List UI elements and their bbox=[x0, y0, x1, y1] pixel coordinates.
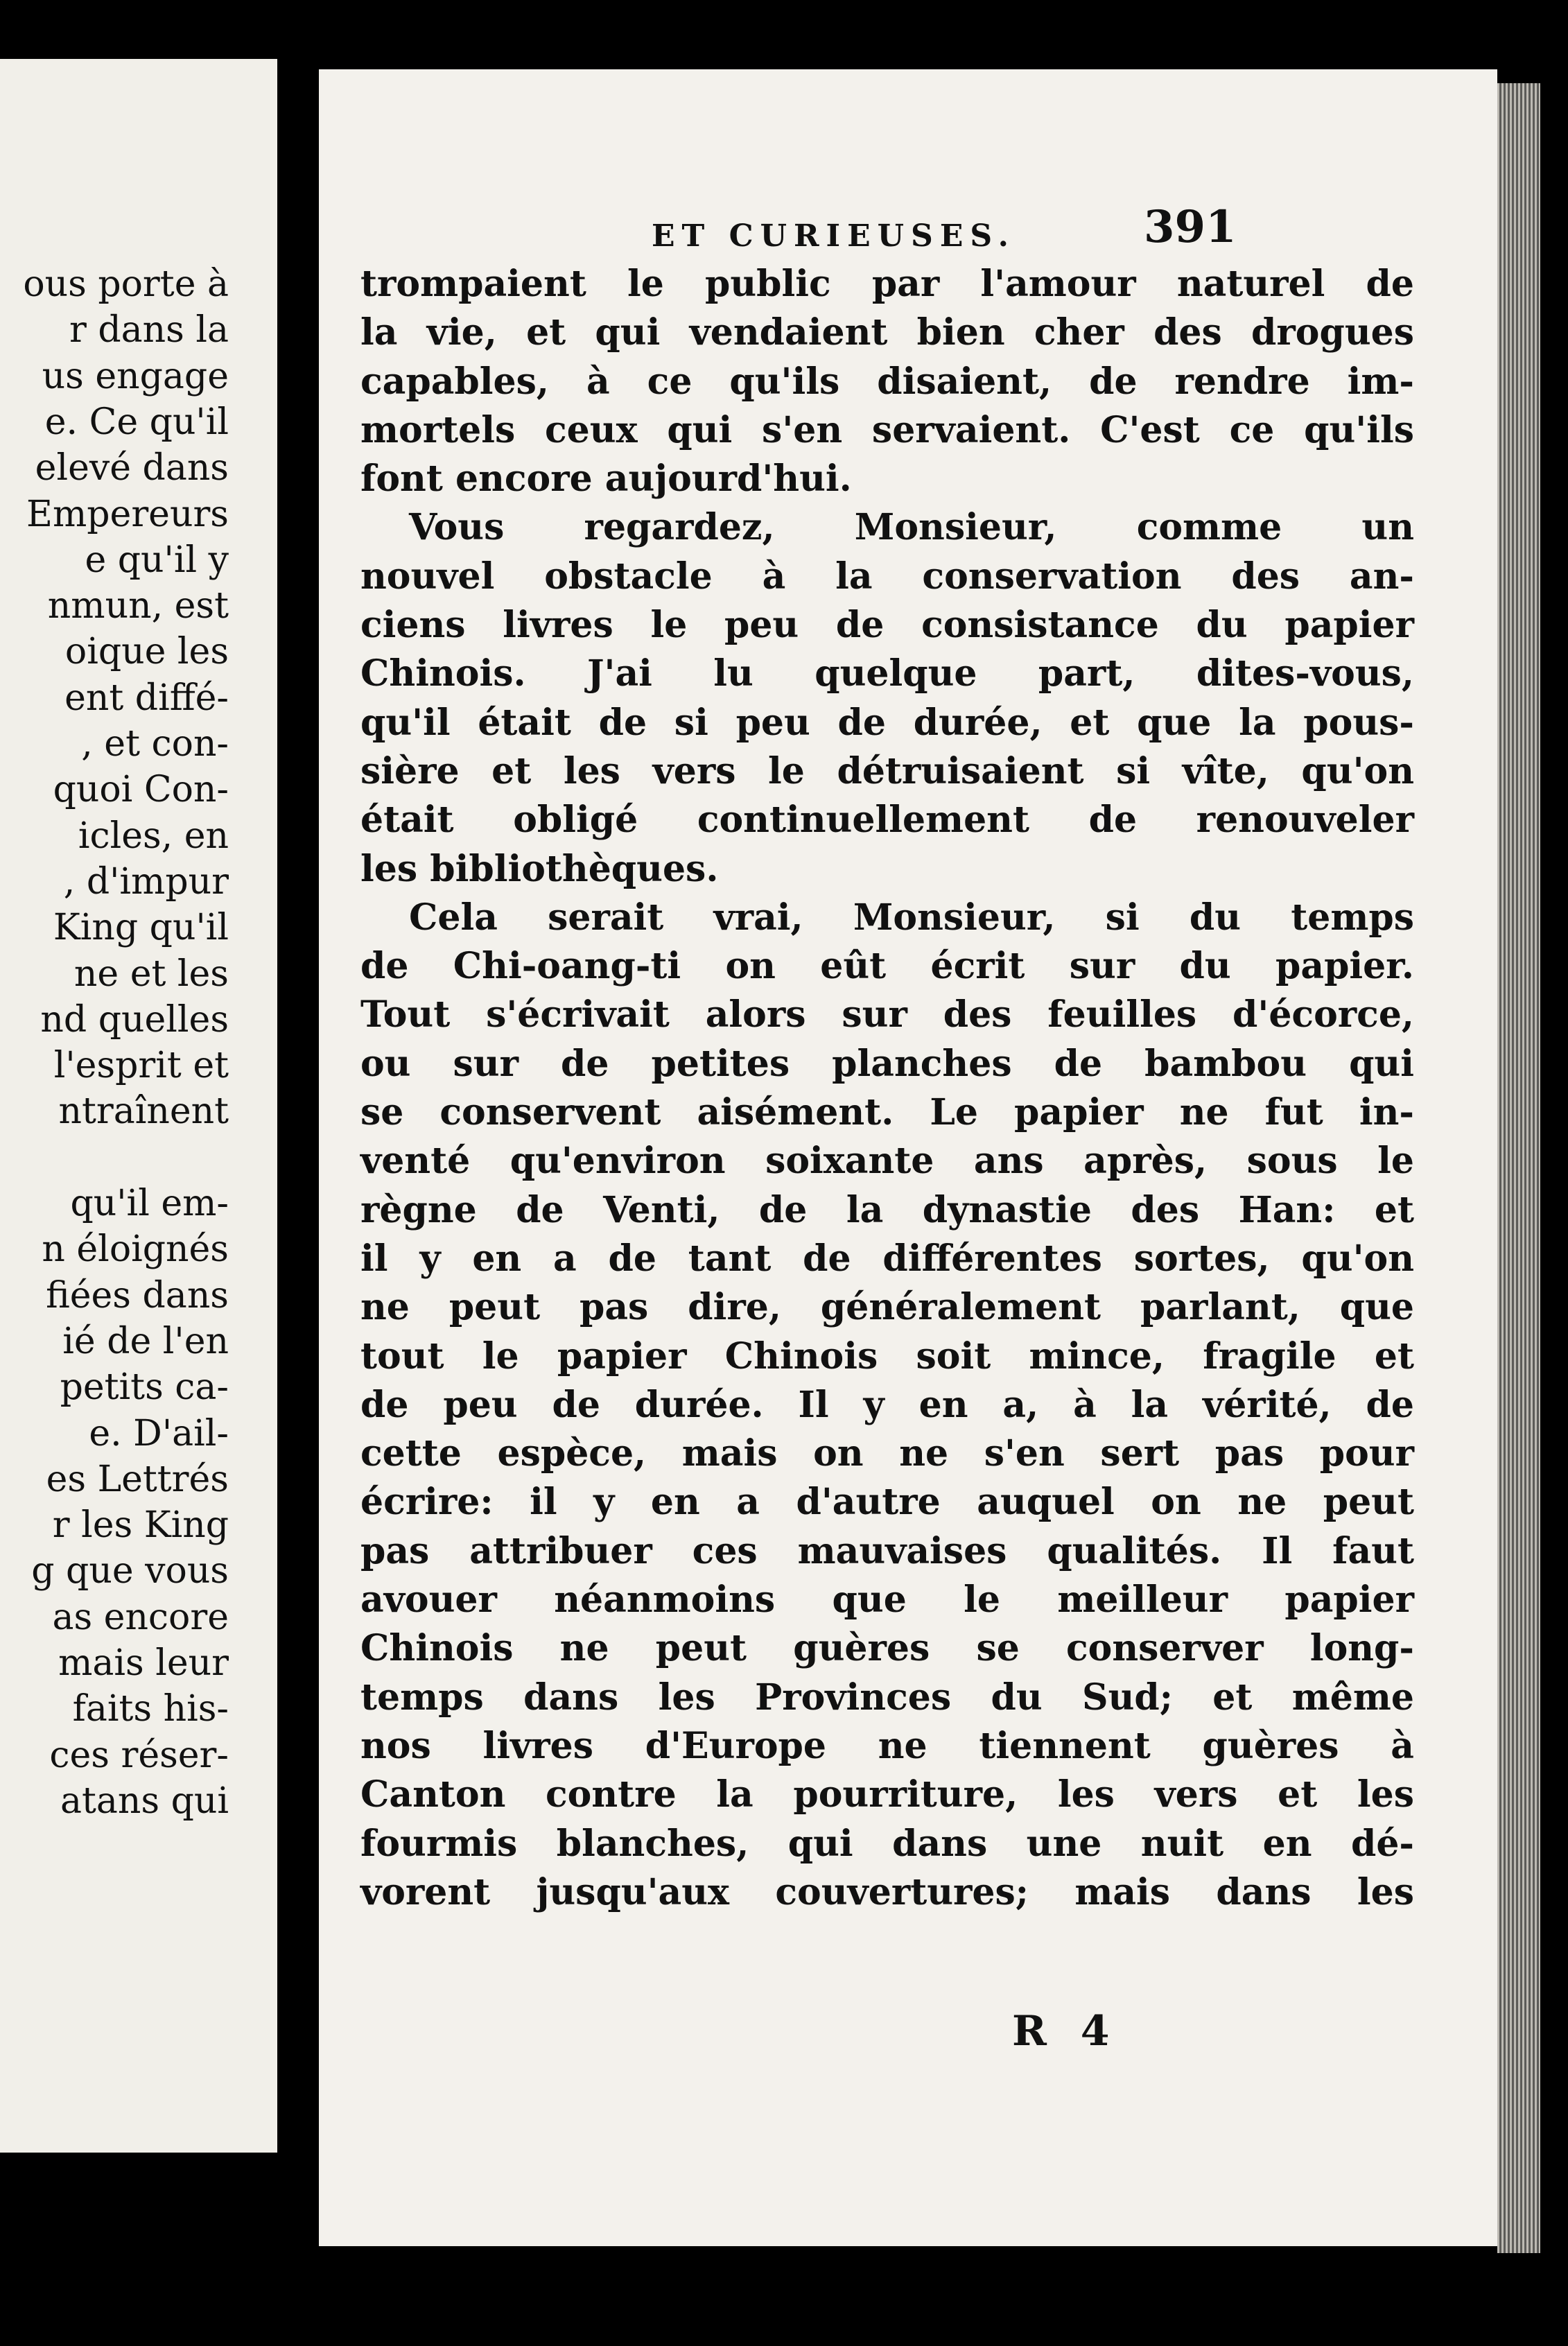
text-line: règne de Venti, de la dynastie des Han: et bbox=[360, 1188, 1414, 1231]
left-page-line: as encore bbox=[52, 1596, 229, 1638]
text-line: Chinois ne peut guères se conserver long- bbox=[360, 1627, 1414, 1670]
left-page-line: elevé dans bbox=[35, 447, 229, 489]
text-line: mortels ceux qui s'en servaient. C'est ce qu'ils bbox=[360, 408, 1414, 451]
text-line: avouer néanmoins que le meilleur papier bbox=[360, 1579, 1414, 1622]
left-page-line: ié de l'en bbox=[62, 1320, 229, 1362]
text-line: Vous regardez, Monsieur, comme un bbox=[409, 506, 1414, 549]
text-line: la vie, et qui vendaient bien cher des drogues bbox=[360, 311, 1414, 354]
body-text bbox=[360, 260, 1414, 1917]
left-page-line: fiées dans bbox=[46, 1274, 229, 1317]
left-page-line: petits ca- bbox=[60, 1366, 229, 1409]
left-page-line: faits his- bbox=[72, 1688, 229, 1730]
left-page-line: ne et les bbox=[73, 953, 229, 995]
left-page-line: , d'impur bbox=[63, 860, 229, 903]
text-line: de Chi-oang-ti on eût écrit sur du papier. bbox=[360, 945, 1414, 988]
text-line: les bibliothèques. bbox=[360, 847, 719, 890]
left-page-line: mais leur bbox=[58, 1642, 229, 1684]
text-line: il y en a de tant de différentes sortes, qu'on bbox=[360, 1237, 1414, 1280]
left-page-line: atans qui bbox=[60, 1780, 229, 1822]
left-page-line: Empereurs bbox=[26, 493, 229, 535]
text-line: trompaient le public par l'amour naturel de bbox=[360, 263, 1414, 305]
text-line: font encore aujourd'hui. bbox=[360, 458, 852, 501]
right-page bbox=[319, 69, 1497, 2246]
signature-mark: R 4 bbox=[1012, 2007, 1120, 2056]
left-page-line: ntraînent bbox=[58, 1091, 229, 1133]
left-page-line: g que vous bbox=[31, 1550, 229, 1592]
left-page-line: quoi Con- bbox=[53, 769, 229, 811]
text-line: vorent jusqu'aux couvertures; mais dans les bbox=[360, 1870, 1414, 1913]
text-line: tout le papier Chinois soit mince, fragile et bbox=[360, 1335, 1414, 1378]
left-page-line: ces réser- bbox=[49, 1734, 229, 1776]
left-page-line: , et con- bbox=[81, 723, 229, 765]
text-line: sière et les vers le détruisaient si vîte, qu'on bbox=[360, 749, 1414, 792]
text-line: se conservent aisément. Le papier ne fut in- bbox=[360, 1091, 1414, 1134]
text-line: ciens livres le peu de consistance du papier bbox=[360, 604, 1414, 647]
text-line: Chinois. J'ai lu quelque part, dites-vous, bbox=[360, 652, 1414, 695]
left-page-line: ous porte à bbox=[23, 263, 229, 305]
text-line: qu'il était de si peu de durée, et que la pous- bbox=[360, 701, 1414, 744]
text-line: fourmis blanches, qui dans une nuit en dé- bbox=[360, 1822, 1414, 1865]
text-line: Canton contre la pourriture, les vers et les bbox=[360, 1773, 1414, 1816]
left-page-line: r les King bbox=[52, 1504, 229, 1547]
left-page-line: es Lettrés bbox=[46, 1458, 229, 1500]
left-page-line: e. D'ail- bbox=[89, 1412, 229, 1454]
text-line: venté qu'environ soixante ans après, sous le bbox=[360, 1140, 1414, 1183]
left-page-line: l'esprit et bbox=[53, 1045, 229, 1087]
left-page-line: nd quelles bbox=[40, 998, 229, 1041]
text-line: Tout s'écrivait alors sur des feuilles d'écorce, bbox=[360, 993, 1414, 1036]
text-line: Cela serait vrai, Monsieur, si du temps bbox=[409, 896, 1414, 939]
text-line: temps dans les Provinces du Sud; et même bbox=[360, 1676, 1414, 1719]
left-page-line: King qu'il bbox=[53, 907, 229, 949]
text-line: de peu de durée. Il y en a, à la vérité, de bbox=[360, 1383, 1414, 1426]
text-line: nouvel obstacle à la conservation des an- bbox=[360, 555, 1414, 598]
page-number: 391 bbox=[1144, 201, 1237, 253]
page-edge bbox=[1497, 83, 1540, 2253]
left-page-line: icles, en bbox=[78, 815, 229, 857]
text-line: capables, à ce qu'ils disaient, de rendre im- bbox=[360, 360, 1414, 403]
text-line: cette espèce, mais on ne s'en sert pas pour bbox=[360, 1432, 1414, 1475]
left-page-line: us engage bbox=[42, 355, 229, 397]
running-head: ET CURIEUSES. bbox=[652, 218, 1016, 254]
left-page-line: qu'il em- bbox=[70, 1183, 229, 1224]
left-page-line: e qu'il y bbox=[85, 539, 229, 581]
text-line: écrire: il y en a d'autre auquel on ne peut bbox=[360, 1481, 1414, 1524]
text-line: ne peut pas dire, généralement parlant, que bbox=[360, 1286, 1414, 1329]
left-page-line: oique les bbox=[64, 631, 229, 673]
left-page-line: n éloignés bbox=[42, 1228, 229, 1271]
text-line: pas attribuer ces mauvaises qualités. Il faut bbox=[360, 1529, 1414, 1572]
text-line: était obligé continuellement de renouveler bbox=[360, 799, 1414, 842]
left-page-line: nmun, est bbox=[47, 585, 229, 627]
left-page-line: ent diffé- bbox=[64, 677, 229, 719]
left-page bbox=[0, 59, 277, 2153]
text-line: ou sur de petites planches de bambou qui bbox=[360, 1042, 1414, 1085]
left-page-line: e. Ce qu'il bbox=[44, 401, 229, 443]
text-line: nos livres d'Europe ne tiennent guères à bbox=[360, 1724, 1414, 1767]
left-page-line: r dans la bbox=[69, 309, 229, 351]
book-gutter bbox=[277, 0, 319, 2346]
